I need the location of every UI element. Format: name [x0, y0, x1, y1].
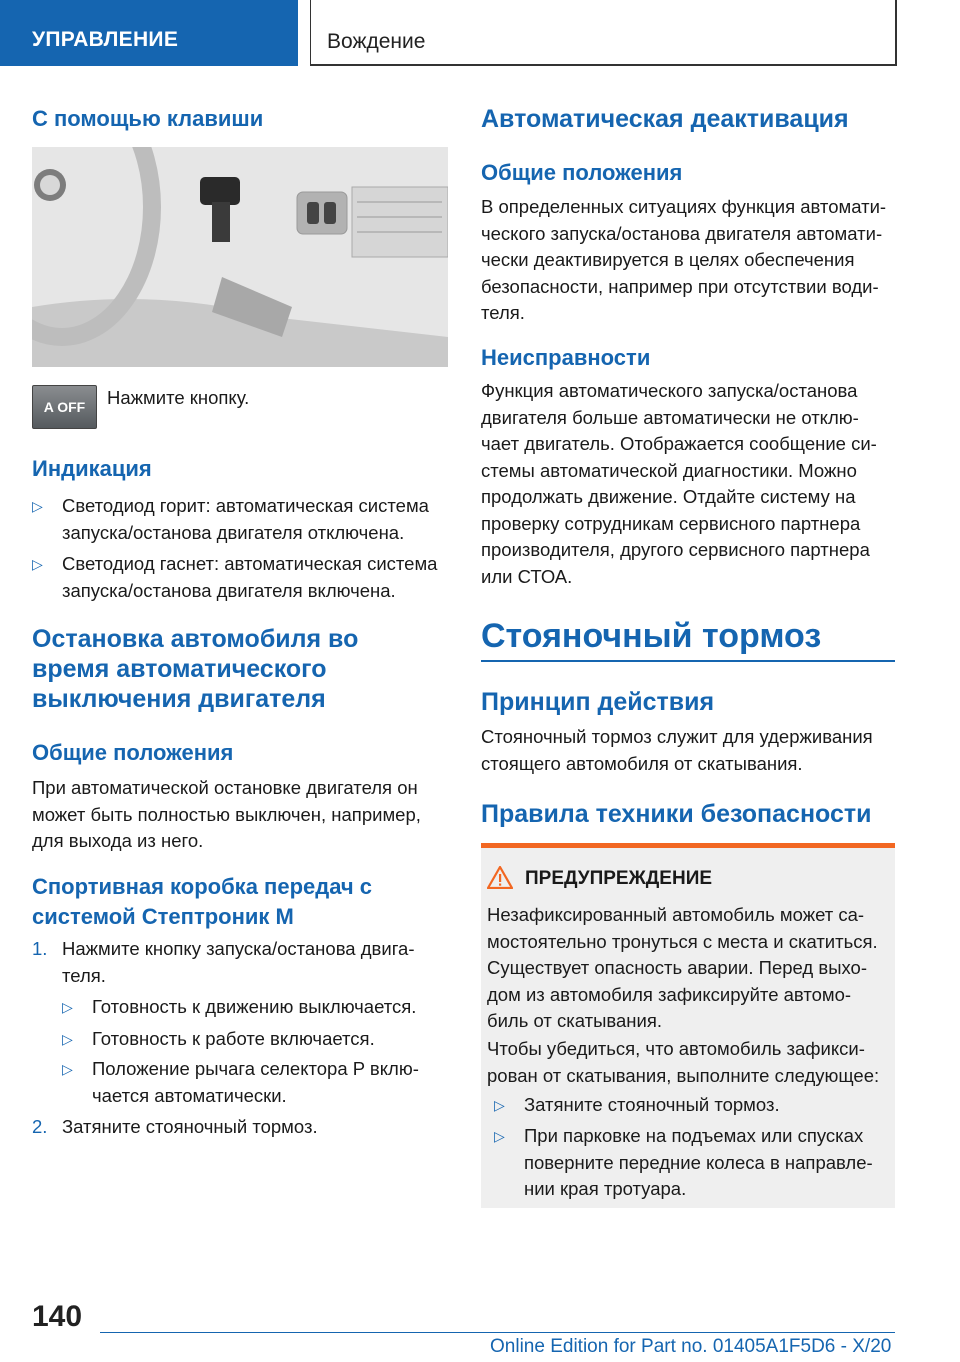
text-line: Незафиксированный автомобиль может са-: [487, 904, 865, 925]
text-line: безопасности, например при отсутствии води-: [481, 275, 879, 297]
step-line: теля.: [62, 964, 106, 986]
general-text-right: [481, 194, 886, 327]
principle-text: [481, 724, 873, 777]
heading-faults: Неисправности: [481, 345, 651, 370]
list-item-line: Готовность к работе включается.: [92, 1028, 375, 1049]
bullet-icon: ▷: [494, 1097, 505, 1113]
list-item-line: чается автоматически.: [92, 1084, 287, 1106]
button-icon-label: A OFF: [43, 399, 86, 415]
bullet-icon: ▷: [62, 1061, 73, 1077]
heading-auto-deactivation: Автоматическая деактивация: [481, 105, 849, 133]
text-line: Функция автоматического запуска/останова: [481, 380, 858, 401]
step-line: Нажмите кнопку запуска/останова двига-: [62, 938, 415, 959]
warning-triangle-icon: [487, 866, 513, 889]
chapter-tab: [310, 0, 897, 66]
heading-stop: [32, 624, 358, 714]
list-item-line: Готовность к движению выключается.: [92, 996, 417, 1017]
heading-general-right: Общие положения: [481, 160, 683, 185]
step-number: 1.: [32, 938, 48, 959]
dashboard-illustration: [32, 147, 448, 367]
heading-parking-brake: Стояночный тормоз: [481, 617, 822, 655]
auto-start-stop-off-icon: [32, 385, 97, 429]
list-item-line: запуска/останова двигателя включена.: [62, 579, 396, 601]
text-line: проверку сотрудникам сервисного партнера: [481, 512, 861, 534]
list-item-line: Светодиод горит: автоматическая система: [62, 495, 429, 516]
text-line: двигателя больше автоматически не отклю-: [481, 406, 859, 428]
text-line: стемы автоматической диагностики. Можно: [481, 459, 857, 481]
text-line: теля.: [481, 302, 525, 323]
page-number: 140: [32, 1300, 83, 1333]
text-line: производителя, другого сервисного партнера: [481, 539, 870, 560]
list-item: [62, 1026, 375, 1053]
text-line: Существует опасность аварии. Перед выхо-: [487, 957, 867, 978]
heading-general-left: Общие положения: [32, 740, 234, 765]
edition-text: Online Edition for Part no. 01405A1F5D6 - X/20: [490, 1336, 892, 1357]
bullet-icon: ▷: [32, 498, 43, 514]
step-2: [32, 1114, 318, 1141]
heading-line: Спортивная коробка передач с: [32, 874, 373, 899]
heading-line: системой Стептроник M: [32, 904, 294, 929]
heading-line: выключения двигателя: [32, 685, 326, 713]
text-line: может быть полностью выключен, например,: [32, 803, 421, 825]
heading-key: С помощью клавиши: [32, 106, 264, 131]
footer-divider: [100, 1332, 895, 1333]
warning-text-1: [487, 902, 878, 1035]
heading-principle: Принцип действия: [481, 688, 715, 716]
text-line: При автоматической остановке двигателя он: [32, 777, 418, 798]
list-item: [32, 551, 437, 604]
heading-sport: [32, 872, 372, 932]
list-item-line: нии края тротуара.: [524, 1178, 687, 1199]
general-text-left: [32, 775, 421, 855]
heading-indication: Индикация: [32, 456, 152, 481]
fault-text: [481, 378, 877, 590]
bullet-icon: ▷: [62, 1031, 73, 1047]
text-line: чески деактивируется в целях обеспечения: [481, 249, 855, 270]
list-item-line: запуска/останова двигателя отключена.: [62, 521, 405, 543]
text-line: или СТОА.: [481, 565, 573, 587]
list-item-line: Светодиод гаснет: автоматическая система: [62, 553, 438, 574]
bullet-icon: ▷: [494, 1128, 505, 1144]
heading-line: время автоматического: [32, 655, 327, 683]
text-line: биль от скатывания.: [487, 1010, 663, 1031]
warning-text-2: [487, 1036, 879, 1089]
heading-line: Остановка автомобиля во: [32, 625, 359, 653]
dashboard-photo: [32, 147, 448, 367]
text-line: стоящего автомобиля от скатывания.: [481, 752, 803, 774]
text-line: Стояночный тормоз служит для удерживания: [481, 726, 873, 747]
text-line: Чтобы убедиться, что автомобиль зафикси-: [487, 1038, 865, 1059]
chapter-title: Вождение: [327, 30, 426, 53]
text-line: дом из автомобиля зафиксируйте автомо-: [487, 983, 852, 1005]
section-title: УПРАВЛЕНИЕ: [32, 28, 179, 51]
list-item: [62, 994, 416, 1021]
text-line: В определенных ситуациях функция автомати-: [481, 196, 887, 217]
section-tab: [0, 0, 298, 66]
list-item-line: При парковке на подъемах или спусках: [524, 1125, 864, 1146]
list-item: [494, 1123, 873, 1203]
list-item: [32, 493, 429, 546]
step-number: 2.: [32, 1116, 48, 1137]
bullet-icon: ▷: [32, 556, 43, 572]
text-line: продолжать движение. Отдайте систему на: [481, 486, 856, 507]
list-item: [62, 1056, 419, 1109]
list-item-line: Затяните стояночный тормоз.: [524, 1094, 780, 1115]
text-line: чает двигатель. Отображается сообщение си-: [481, 433, 877, 454]
section-divider: [481, 660, 895, 662]
list-item-line: Положение рычага селектора P вклю-: [92, 1058, 419, 1079]
text-line: для выхода из него.: [32, 830, 204, 851]
bullet-icon: ▷: [62, 999, 73, 1015]
warning-title: ПРЕДУПРЕЖДЕНИЕ: [525, 868, 713, 889]
text-line: мостоятельно тронуться с места и скатиться.: [487, 930, 878, 952]
list-item-line: поверните передние колеса в направле-: [524, 1151, 873, 1173]
heading-safety: Правила техники безопасности: [481, 800, 872, 828]
text-line: рован от скатывания, выполните следующее:: [487, 1064, 880, 1086]
step-line: Затяните стояночный тормоз.: [62, 1116, 318, 1137]
text-line: ческого запуска/останова двигателя автомати-: [481, 222, 883, 244]
step-1: [32, 936, 415, 989]
list-item: [494, 1092, 780, 1119]
press-button-text: Нажмите кнопку.: [107, 387, 250, 408]
